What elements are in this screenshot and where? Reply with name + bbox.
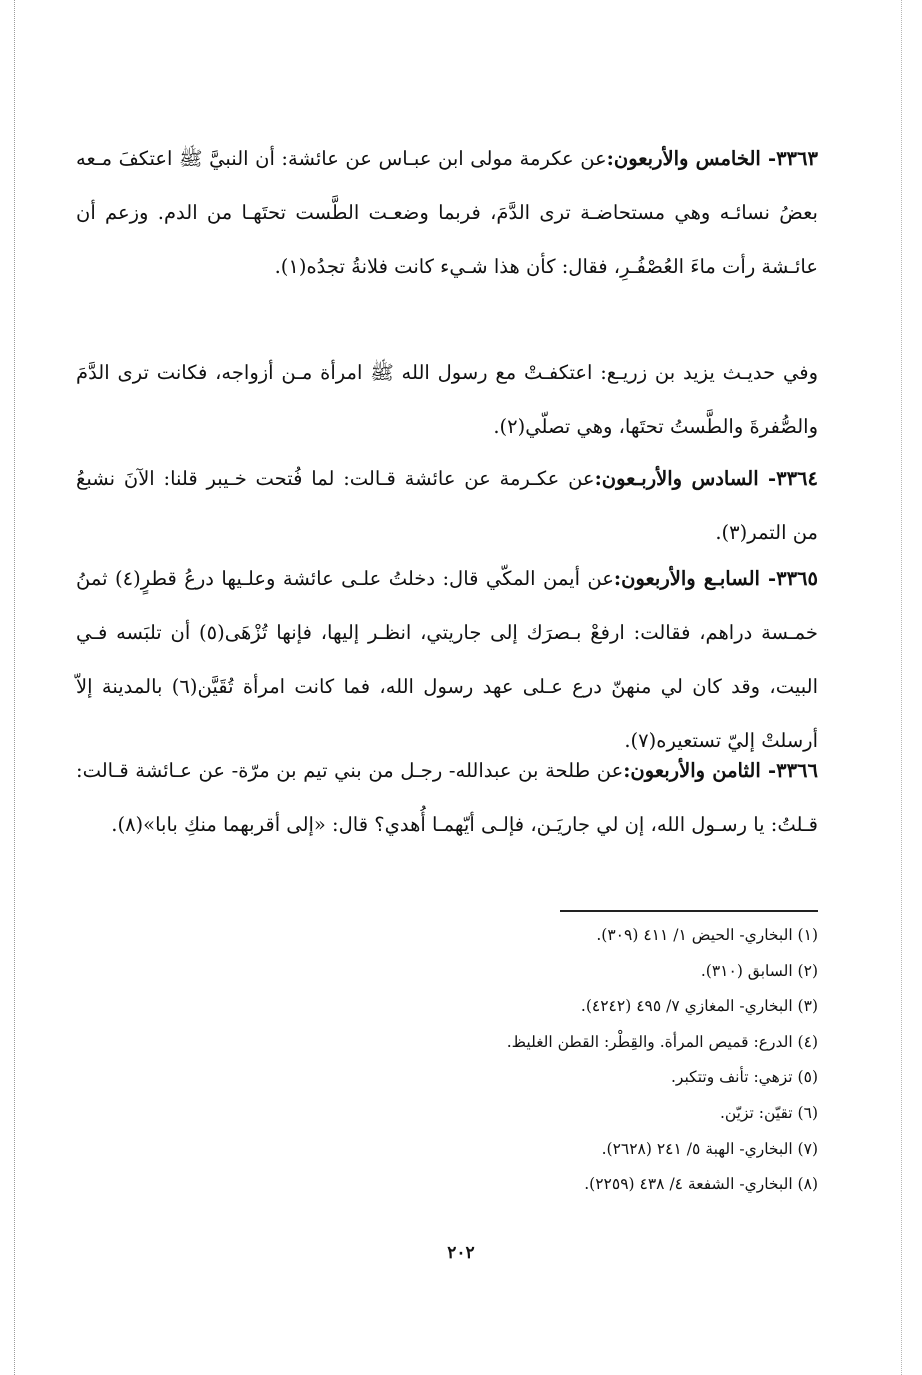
footnote: (٨) البخاري- الشفعة ٤/ ٤٣٨ (٢٢٥٩). bbox=[584, 1175, 818, 1194]
hadith-text: عن عكرمة مولى ابن عبـاس عن عائشة: أن النبيَّ ﷺ اعتكفَ مـعه بعضُ نسائـه وهي مستحاضـة ترى الدَّمَ، فربما وضعـت الطَّست تحتَهـا من الدم. وزعم أن عائـشة رأت ماءَ العُصْفُـرِ، فقال: كأن هذا شـيء كانت فلانةُ تجدُه(١). bbox=[76, 147, 818, 278]
hadith-heading: ٣٣٦٣- الخامس والأربعون: bbox=[606, 147, 818, 170]
hadith-text: وفي حديـث يزيد بن زريـع: اعتكفـتْ مع رسول الله ﷺ امرأة مـن أزواجه، فكانت ترى الدَّمَ والصُّفرةَ والطَّستُ تحتَها، وهي تصلّي(٢). bbox=[76, 361, 818, 438]
page-number: ٢٠٢ bbox=[447, 1243, 475, 1263]
hadith-paragraph bbox=[76, 346, 818, 454]
hadith-paragraph bbox=[76, 744, 818, 852]
hadith-heading: ٣٣٦٦- الثامن والأربعون: bbox=[623, 759, 818, 782]
footnote: (٣) البخاري- المغازي ٧/ ٤٩٥ (٤٢٤٢). bbox=[580, 997, 818, 1016]
hadith-text: عن عكـرمة عن عائشة قـالت: لما فُتحت خـيبر قلنا: الآنَ نشبعُ من التمر(٣). bbox=[76, 467, 818, 544]
footnotes bbox=[300, 918, 818, 1203]
footnote: (٧) البخاري- الهبة ٥/ ٢٤١ (٢٦٢٨). bbox=[601, 1139, 818, 1158]
hadith-paragraph bbox=[76, 552, 818, 768]
footnote: (٤) الدرع: قميص المرأة. والقِطْر: القطن الغليظ. bbox=[506, 1032, 818, 1051]
hadith-text: عن أيمن المكّي قال: دخلتُ علـى عائشة وعلـيها درعُ قطرٍ(٤) ثمنُ خمـسة دراهم، فقالت: ارفعْ بـصرَك إلى جاريتي، انظـر إليها، فإنها تُزْهَى(٥) أن تلبَسه فـي البيت، وقد كان لي منهنّ درع عـلى عهد رسول الله، فما كانت امرأة تُقَيَّن(٦) بالمدينة إلاّ أرسلتْ إليّ تستعيره(٧). bbox=[76, 567, 818, 752]
hadith-heading: ٣٣٦٤- السادس والأربـعون: bbox=[594, 467, 819, 490]
footnote: (٦) تقيّن: تزيّن. bbox=[719, 1103, 818, 1122]
footnote: (٢) السابق (٣١٠). bbox=[700, 961, 818, 980]
footnote: (١) البخاري- الحيض ١/ ٤١١ (٣٠٩). bbox=[596, 926, 818, 944]
scan-edge-line bbox=[14, 0, 15, 1375]
footnote: (٥) تزهي: تأنف وتتكبر. bbox=[671, 1068, 818, 1087]
footnote-divider bbox=[560, 910, 818, 912]
hadith-paragraph bbox=[76, 452, 818, 560]
scan-edge-line bbox=[901, 0, 902, 1375]
hadith-heading: ٣٣٦٥- السابـع والأربعون: bbox=[613, 567, 819, 590]
hadith-paragraph bbox=[76, 132, 818, 294]
hadith-text: عن طلحة بن عبدالله- رجـل من بني تيم بن مرّة- عن عـائشة قـالت: قـلتُ: يا رسـول الله، إن لي جاريَـن، فإلـى أيّهمـا أُهدي؟ قال: «إلى أقربهما منكِ بابا»(٨). bbox=[76, 759, 818, 836]
